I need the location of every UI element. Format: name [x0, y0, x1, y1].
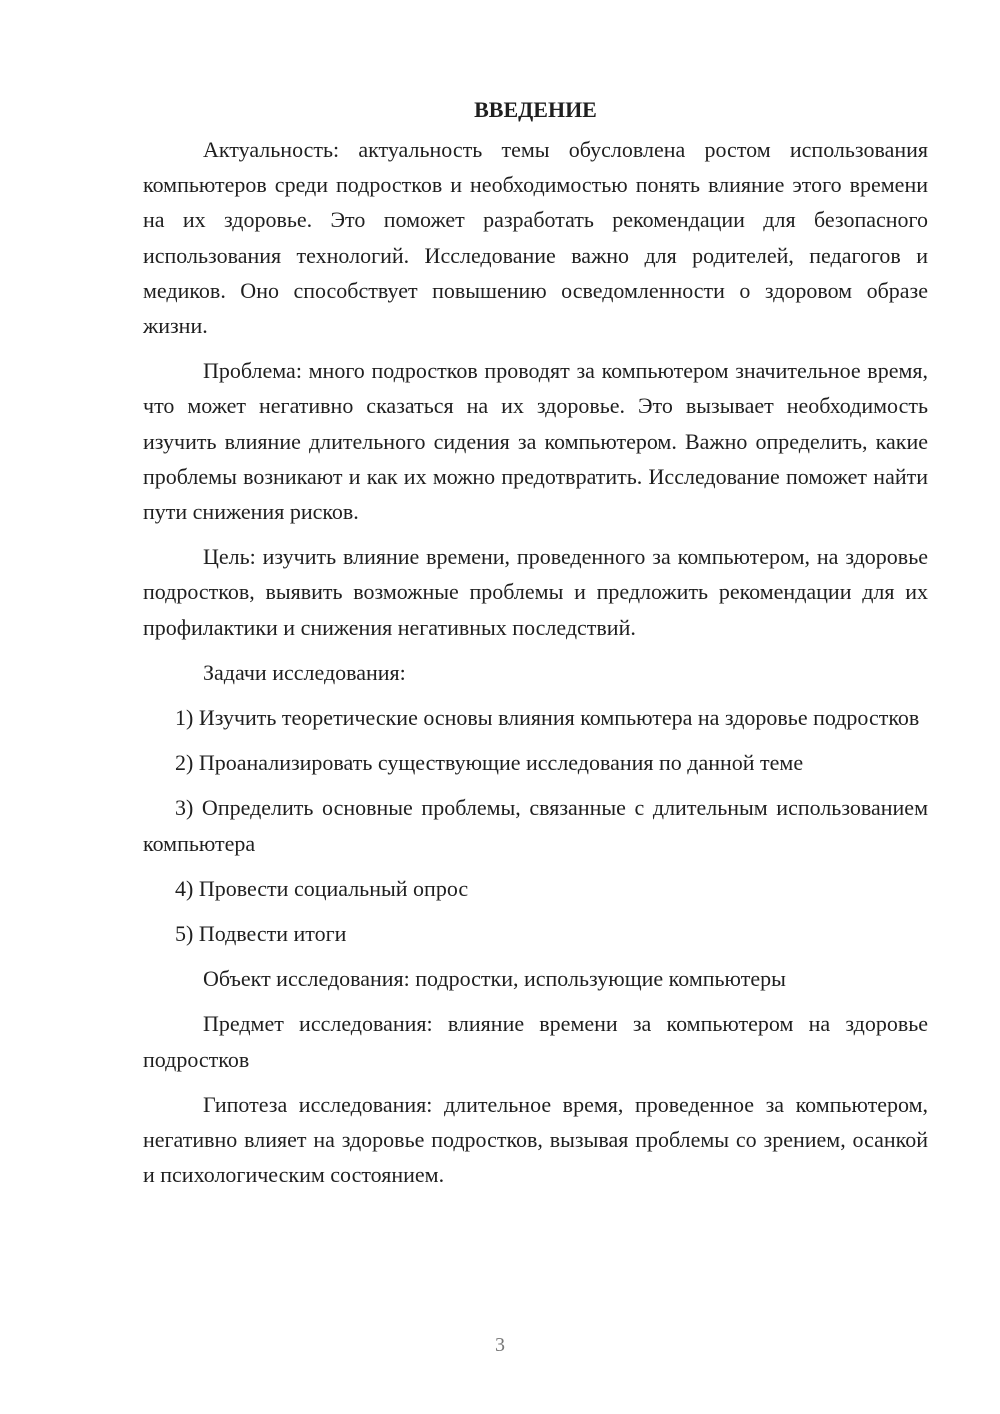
object-paragraph: Объект исследования: подростки, использующие компьютеры	[203, 966, 786, 992]
task-item-3: 3) Определить основные проблемы, связанные с длительным использованием компьютера	[143, 795, 928, 856]
document-page	[143, 92, 928, 1202]
problem-paragraph: Проблема: много подростков проводят за компьютером значительное время, что может негативно сказаться на их здоровье. Это вызывает необходимость изучить влияние длительного сидения за компьютером. Важно определить, какие проблемы возникают и как их можно предотвратить. Исследование поможет найти пути снижения рисков.	[143, 358, 928, 525]
relevance-paragraph: Актуальность: актуальность темы обусловлена ростом использования компьютеров среди подростков и необходимостью понять влияние этого времени на их здоровье. Это поможет разработать рекомендации для безопасного использования технологий. Исследование важно для родителей, педагогов и медиков. Оно способствует повышению осведомленности о здоровом образе жизни.	[143, 137, 928, 339]
goal-paragraph: Цель: изучить влияние времени, проведенного за компьютером, на здоровье подростков, выявить возможные проблемы и предложить рекомендации для их профилактики и снижения негативных последствий.	[143, 544, 928, 640]
subject-paragraph: Предмет исследования: влияние времени за компьютером на здоровье подростков	[143, 1011, 928, 1072]
hypothesis-paragraph: Гипотеза исследования: длительное время, проведенное за компьютером, негативно влияет на здоровье подростков, вызывая проблемы со зрением, осанкой и психологическим состоянием.	[143, 1091, 928, 1188]
task-item-4: 4) Провести социальный опрос	[175, 875, 469, 901]
tasks-heading: Задачи исследования:	[203, 659, 406, 685]
task-item-2: 2) Проанализировать существующие исследования по данной теме	[175, 750, 804, 776]
task-item-1: 1) Изучить теоретические основы влияния компьютера на здоровье подростков	[175, 705, 920, 731]
page-number: 3	[495, 1334, 505, 1356]
section-heading: ВВЕДЕНИЕ	[474, 97, 597, 122]
task-item-5: 5) Подвести итоги	[175, 921, 347, 947]
